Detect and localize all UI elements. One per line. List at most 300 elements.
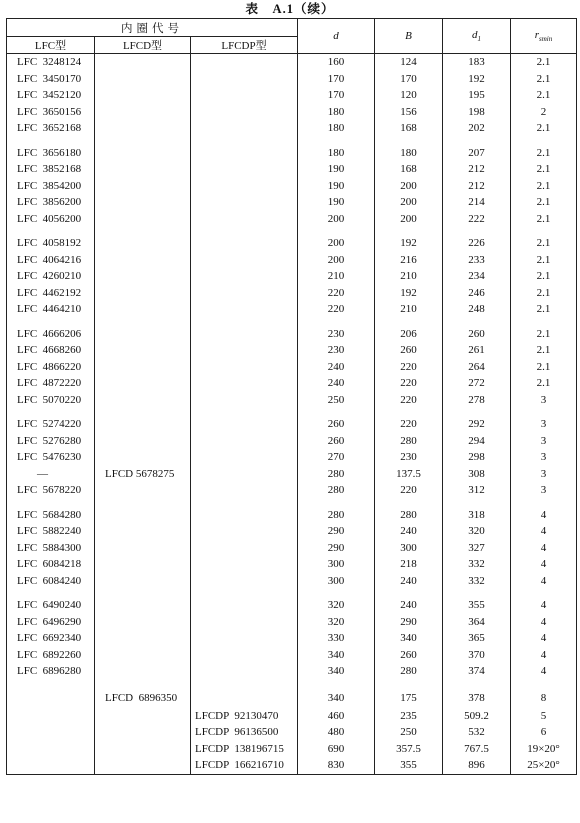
cell-r-smin: 3 (511, 392, 577, 409)
table-row (7, 507, 577, 524)
cell-d: 690 (298, 741, 375, 758)
table-caption: 表 A.1（续） (245, 2, 335, 16)
cell-lfc-code: LFC 5070220 (7, 392, 95, 409)
cell-r-smin: 3 (511, 482, 577, 499)
cell-B: 280 (375, 663, 443, 680)
cell-lfcd-code (95, 235, 191, 252)
group-spacer (7, 589, 577, 597)
table-row (7, 194, 577, 211)
cell-d1: 332 (443, 556, 511, 573)
cell-lfcdp-code (191, 449, 298, 466)
cell-lfcd-code (95, 392, 191, 409)
cell-lfc-code (7, 724, 95, 741)
header-B: B (375, 19, 443, 54)
cell-lfc-code: LFC 4668260 (7, 342, 95, 359)
cell-r-smin: 3 (511, 433, 577, 450)
table-row (7, 235, 577, 252)
cell-lfc-code: LFC 6084240 (7, 573, 95, 590)
cell-lfc-code (7, 757, 95, 774)
table-row (7, 540, 577, 557)
cell-lfcdp-code (191, 482, 298, 499)
cell-lfcdp-code (191, 54, 298, 71)
cell-d1: 355 (443, 597, 511, 614)
cell-d1: 261 (443, 342, 511, 359)
cell-lfcd-code (95, 408, 191, 416)
table-row (7, 342, 577, 359)
cell-lfc-code (7, 589, 95, 597)
cell-r-smin: 4 (511, 647, 577, 664)
table-row (7, 145, 577, 162)
header-lfc-type: LFC型 (7, 37, 95, 54)
cell-B: 206 (375, 326, 443, 343)
cell-lfcd-code (95, 104, 191, 121)
cell-lfcd-code (95, 416, 191, 433)
cell-lfcdp-code (191, 680, 298, 688)
cell-lfc-code (7, 708, 95, 725)
cell-lfcdp-code (191, 137, 298, 145)
cell-B: 175 (375, 688, 443, 708)
cell-B: 260 (375, 342, 443, 359)
table-row (7, 466, 577, 483)
cell-d (298, 137, 375, 145)
cell-d: 210 (298, 268, 375, 285)
cell-B: 250 (375, 724, 443, 741)
cell-lfc-code: LFC 4058192 (7, 235, 95, 252)
cell-B: 210 (375, 268, 443, 285)
cell-d: 320 (298, 597, 375, 614)
cell-r-smin: 4 (511, 614, 577, 631)
cell-B: 260 (375, 647, 443, 664)
cell-lfc-code (7, 227, 95, 235)
cell-lfc-code: LFC 4056200 (7, 211, 95, 228)
cell-lfcdp-code (191, 318, 298, 326)
table-row (7, 630, 577, 647)
table-row (7, 375, 577, 392)
cell-lfcd-code: LFCD 6896350 (95, 688, 191, 708)
group-spacer (7, 499, 577, 507)
cell-lfcd-code (95, 523, 191, 540)
table-row (7, 87, 577, 104)
cell-lfcdp-code (191, 145, 298, 162)
group-spacer (7, 227, 577, 235)
cell-B: 230 (375, 449, 443, 466)
cell-B: 235 (375, 708, 443, 725)
table-row (7, 724, 577, 741)
cell-d: 220 (298, 285, 375, 302)
cell-lfcdp-code (191, 556, 298, 573)
cell-lfcd-code (95, 145, 191, 162)
cell-B: 218 (375, 556, 443, 573)
cell-r-smin: 2.1 (511, 87, 577, 104)
cell-lfcd-code (95, 161, 191, 178)
cell-d: 200 (298, 211, 375, 228)
cell-d1: 212 (443, 178, 511, 195)
cell-B: 220 (375, 359, 443, 376)
cell-lfcd-code (95, 137, 191, 145)
cell-r-smin: 4 (511, 507, 577, 524)
cell-d1: 198 (443, 104, 511, 121)
cell-lfcd-code (95, 724, 191, 741)
cell-r-smin: 3 (511, 466, 577, 483)
cell-d1: 332 (443, 573, 511, 590)
cell-d1 (443, 589, 511, 597)
cell-lfc-code (7, 408, 95, 416)
cell-d1: 222 (443, 211, 511, 228)
cell-lfcdp-code (191, 614, 298, 631)
cell-lfc-code: LFC 3852168 (7, 161, 95, 178)
cell-B: 240 (375, 573, 443, 590)
cell-lfcdp-code (191, 540, 298, 557)
cell-lfc-code (7, 741, 95, 758)
cell-d1: 327 (443, 540, 511, 557)
cell-B: 220 (375, 392, 443, 409)
table-row (7, 326, 577, 343)
cell-d1: 272 (443, 375, 511, 392)
cell-B: 180 (375, 145, 443, 162)
cell-d: 320 (298, 614, 375, 631)
cell-r-smin: 4 (511, 523, 577, 540)
cell-lfcdp-code (191, 268, 298, 285)
cell-d: 220 (298, 301, 375, 318)
table-row (7, 556, 577, 573)
cell-d: 230 (298, 342, 375, 359)
cell-lfc-code: LFC 6692340 (7, 630, 95, 647)
cell-r-smin (511, 137, 577, 145)
cell-d (298, 318, 375, 326)
cell-lfc-code: LFC 4064216 (7, 252, 95, 269)
cell-B: 220 (375, 416, 443, 433)
cell-B: 355 (375, 757, 443, 774)
cell-d: 180 (298, 120, 375, 137)
cell-r-smin: 6 (511, 724, 577, 741)
cell-r-smin: 2.1 (511, 375, 577, 392)
cell-d: 340 (298, 688, 375, 708)
cell-B: 156 (375, 104, 443, 121)
cell-d: 180 (298, 145, 375, 162)
cell-lfcdp-code (191, 326, 298, 343)
cell-B (375, 318, 443, 326)
cell-lfcd-code (95, 71, 191, 88)
table-row (7, 663, 577, 680)
cell-r-smin: 19×20° (511, 741, 577, 758)
cell-lfcd-code (95, 499, 191, 507)
cell-d1: 320 (443, 523, 511, 540)
cell-lfc-code (7, 137, 95, 145)
cell-lfc-code: LFC 6490240 (7, 597, 95, 614)
cell-d: 260 (298, 433, 375, 450)
cell-lfcd-code (95, 597, 191, 614)
cell-lfc-code: LFC 4866220 (7, 359, 95, 376)
cell-d: 830 (298, 757, 375, 774)
table-body (7, 54, 577, 775)
cell-lfcdp-code (191, 663, 298, 680)
table-row (7, 688, 577, 708)
cell-r-smin: 2.1 (511, 161, 577, 178)
cell-B (375, 589, 443, 597)
cell-d: 170 (298, 71, 375, 88)
table-row (7, 433, 577, 450)
cell-lfcd-code (95, 326, 191, 343)
cell-r-smin: 2.1 (511, 120, 577, 137)
cell-d1: 365 (443, 630, 511, 647)
table-row (7, 597, 577, 614)
cell-lfc-code (7, 499, 95, 507)
cell-lfc-code: LFC 3656180 (7, 145, 95, 162)
table-row (7, 416, 577, 433)
table-row (7, 614, 577, 631)
cell-lfcdp-code (191, 630, 298, 647)
table-row (7, 301, 577, 318)
cell-lfcdp-code (191, 235, 298, 252)
header-r-smin: $r_{smin}$ (511, 19, 577, 54)
table-row (7, 268, 577, 285)
cell-B: 220 (375, 375, 443, 392)
cell-r-smin: 3 (511, 416, 577, 433)
table-row (7, 211, 577, 228)
cell-d: 290 (298, 540, 375, 557)
cell-lfcdp-code (191, 227, 298, 235)
cell-lfc-code: LFC 3854200 (7, 178, 95, 195)
cell-lfc-code (7, 688, 95, 708)
cell-lfc-code: LFC 4666206 (7, 326, 95, 343)
cell-lfcdp-code: LFCDP 138196715 (191, 741, 298, 758)
cell-d1: 532 (443, 724, 511, 741)
cell-lfcdp-code (191, 252, 298, 269)
cell-d1: 233 (443, 252, 511, 269)
table-row (7, 359, 577, 376)
cell-r-smin (511, 227, 577, 235)
cell-d: 340 (298, 647, 375, 664)
cell-r-smin (511, 318, 577, 326)
cell-r-smin: 2.1 (511, 342, 577, 359)
cell-lfcd-code (95, 757, 191, 774)
cell-lfcdp-code (191, 301, 298, 318)
cell-d1: 278 (443, 392, 511, 409)
cell-r-smin: 2 (511, 104, 577, 121)
cell-r-smin: 4 (511, 573, 577, 590)
cell-lfc-code: LFC 3248124 (7, 54, 95, 71)
cell-r-smin: 25×20° (511, 757, 577, 774)
table-row (7, 523, 577, 540)
cell-d: 240 (298, 359, 375, 376)
table-row (7, 252, 577, 269)
cell-lfcd-code (95, 194, 191, 211)
table-row (7, 71, 577, 88)
cell-d1: 212 (443, 161, 511, 178)
cell-r-smin: 2.1 (511, 326, 577, 343)
cell-lfcd-code (95, 252, 191, 269)
cell-B (375, 680, 443, 688)
cell-B (375, 137, 443, 145)
cell-lfc-code: LFC 5476230 (7, 449, 95, 466)
cell-B: 168 (375, 161, 443, 178)
cell-lfc-code: LFC 4464210 (7, 301, 95, 318)
cell-B: 200 (375, 194, 443, 211)
cell-r-smin: 2.1 (511, 235, 577, 252)
cell-lfcdp-code (191, 688, 298, 708)
cell-lfcd-code (95, 359, 191, 376)
cell-lfcdp-code (191, 104, 298, 121)
table-row (7, 573, 577, 590)
cell-lfcdp-code (191, 285, 298, 302)
cell-lfc-code: LFC 5882240 (7, 523, 95, 540)
header-d1: $d_1$ (443, 19, 511, 54)
cell-lfc-code (7, 680, 95, 688)
cell-B: 124 (375, 54, 443, 71)
cell-lfcd-code (95, 301, 191, 318)
cell-lfcd-code (95, 120, 191, 137)
cell-B: 120 (375, 87, 443, 104)
cell-d1 (443, 680, 511, 688)
cell-lfcdp-code (191, 120, 298, 137)
cell-lfcd-code (95, 268, 191, 285)
cell-lfc-code: LFC 3450170 (7, 71, 95, 88)
cell-d: 270 (298, 449, 375, 466)
cell-d: 190 (298, 178, 375, 195)
table-row (7, 741, 577, 758)
cell-lfcd-code (95, 540, 191, 557)
cell-d (298, 589, 375, 597)
cell-lfcd-code (95, 630, 191, 647)
cell-r-smin: 2.1 (511, 178, 577, 195)
cell-lfcdp-code (191, 597, 298, 614)
cell-lfcd-code (95, 663, 191, 680)
cell-d (298, 680, 375, 688)
cell-B: 280 (375, 433, 443, 450)
cell-d: 300 (298, 556, 375, 573)
cell-d1: 248 (443, 301, 511, 318)
cell-lfcdp-code (191, 71, 298, 88)
cell-lfc-code: LFC 5684280 (7, 507, 95, 524)
cell-lfcdp-code (191, 375, 298, 392)
cell-d1: 509.2 (443, 708, 511, 725)
cell-d: 190 (298, 161, 375, 178)
cell-B: 357.5 (375, 741, 443, 758)
cell-d1: 192 (443, 71, 511, 88)
cell-lfc-code: LFC 3452120 (7, 87, 95, 104)
cell-lfcd-code (95, 507, 191, 524)
cell-d1: 234 (443, 268, 511, 285)
cell-r-smin: 2.1 (511, 301, 577, 318)
cell-d1: 246 (443, 285, 511, 302)
cell-lfcd-code (95, 573, 191, 590)
cell-d1: 292 (443, 416, 511, 433)
cell-r-smin (511, 499, 577, 507)
cell-B: 280 (375, 507, 443, 524)
cell-lfcd-code (95, 589, 191, 597)
cell-d1: 318 (443, 507, 511, 524)
cell-B: 216 (375, 252, 443, 269)
cell-d: 340 (298, 663, 375, 680)
header-lfcd-type: LFCD型 (95, 37, 191, 54)
bearing-dimension-table (6, 18, 577, 775)
cell-d: 300 (298, 573, 375, 590)
cell-lfcd-code (95, 449, 191, 466)
cell-lfcdp-code (191, 416, 298, 433)
cell-lfcd-code (95, 285, 191, 302)
cell-lfcdp-code: LFCDP 96136500 (191, 724, 298, 741)
cell-lfcd-code (95, 54, 191, 71)
cell-d1: 214 (443, 194, 511, 211)
cell-d1: 264 (443, 359, 511, 376)
cell-d: 280 (298, 507, 375, 524)
cell-B: 200 (375, 211, 443, 228)
cell-lfc-code: — (7, 466, 95, 483)
cell-lfcdp-code (191, 87, 298, 104)
cell-B (375, 408, 443, 416)
cell-B: 192 (375, 285, 443, 302)
cell-d1: 308 (443, 466, 511, 483)
cell-r-smin: 2.1 (511, 145, 577, 162)
cell-r-smin (511, 680, 577, 688)
cell-r-smin (511, 589, 577, 597)
cell-lfcd-code (95, 482, 191, 499)
header-inner-ring-code: 内圈代号 (7, 19, 298, 37)
cell-lfcd-code (95, 211, 191, 228)
cell-r-smin: 8 (511, 688, 577, 708)
table-row (7, 178, 577, 195)
cell-lfcdp-code: LFCDP 166216710 (191, 757, 298, 774)
cell-d1: 294 (443, 433, 511, 450)
cell-d (298, 408, 375, 416)
cell-d: 280 (298, 466, 375, 483)
cell-lfcdp-code (191, 466, 298, 483)
cell-d1: 226 (443, 235, 511, 252)
cell-d: 190 (298, 194, 375, 211)
cell-r-smin: 2.1 (511, 359, 577, 376)
cell-r-smin: 2.1 (511, 54, 577, 71)
cell-lfcd-code (95, 556, 191, 573)
cell-d: 230 (298, 326, 375, 343)
cell-lfc-code: LFC 6084218 (7, 556, 95, 573)
cell-r-smin: 2.1 (511, 285, 577, 302)
cell-B: 220 (375, 482, 443, 499)
cell-r-smin: 2.1 (511, 252, 577, 269)
cell-lfcdp-code (191, 408, 298, 416)
cell-B: 210 (375, 301, 443, 318)
cell-lfc-code (7, 318, 95, 326)
cell-lfcd-code (95, 318, 191, 326)
cell-d (298, 227, 375, 235)
cell-d: 200 (298, 252, 375, 269)
cell-r-smin: 4 (511, 597, 577, 614)
table-row (7, 708, 577, 725)
cell-d: 250 (298, 392, 375, 409)
cell-lfcdp-code (191, 507, 298, 524)
cell-d1: 364 (443, 614, 511, 631)
cell-lfcd-code (95, 433, 191, 450)
cell-d1: 207 (443, 145, 511, 162)
cell-lfcdp-code: LFCDP 92130470 (191, 708, 298, 725)
cell-d1 (443, 318, 511, 326)
cell-r-smin: 4 (511, 540, 577, 557)
cell-lfcdp-code (191, 589, 298, 597)
cell-lfc-code: LFC 5884300 (7, 540, 95, 557)
cell-d1 (443, 499, 511, 507)
cell-lfcdp-code (191, 161, 298, 178)
cell-d: 290 (298, 523, 375, 540)
cell-d1: 260 (443, 326, 511, 343)
cell-r-smin: 4 (511, 630, 577, 647)
cell-B: 340 (375, 630, 443, 647)
cell-lfc-code: LFC 6896280 (7, 663, 95, 680)
cell-lfc-code: LFC 5274220 (7, 416, 95, 433)
cell-d (298, 499, 375, 507)
cell-lfc-code: LFC 3652168 (7, 120, 95, 137)
cell-d1: 767.5 (443, 741, 511, 758)
cell-lfcdp-code (191, 433, 298, 450)
cell-r-smin: 3 (511, 449, 577, 466)
